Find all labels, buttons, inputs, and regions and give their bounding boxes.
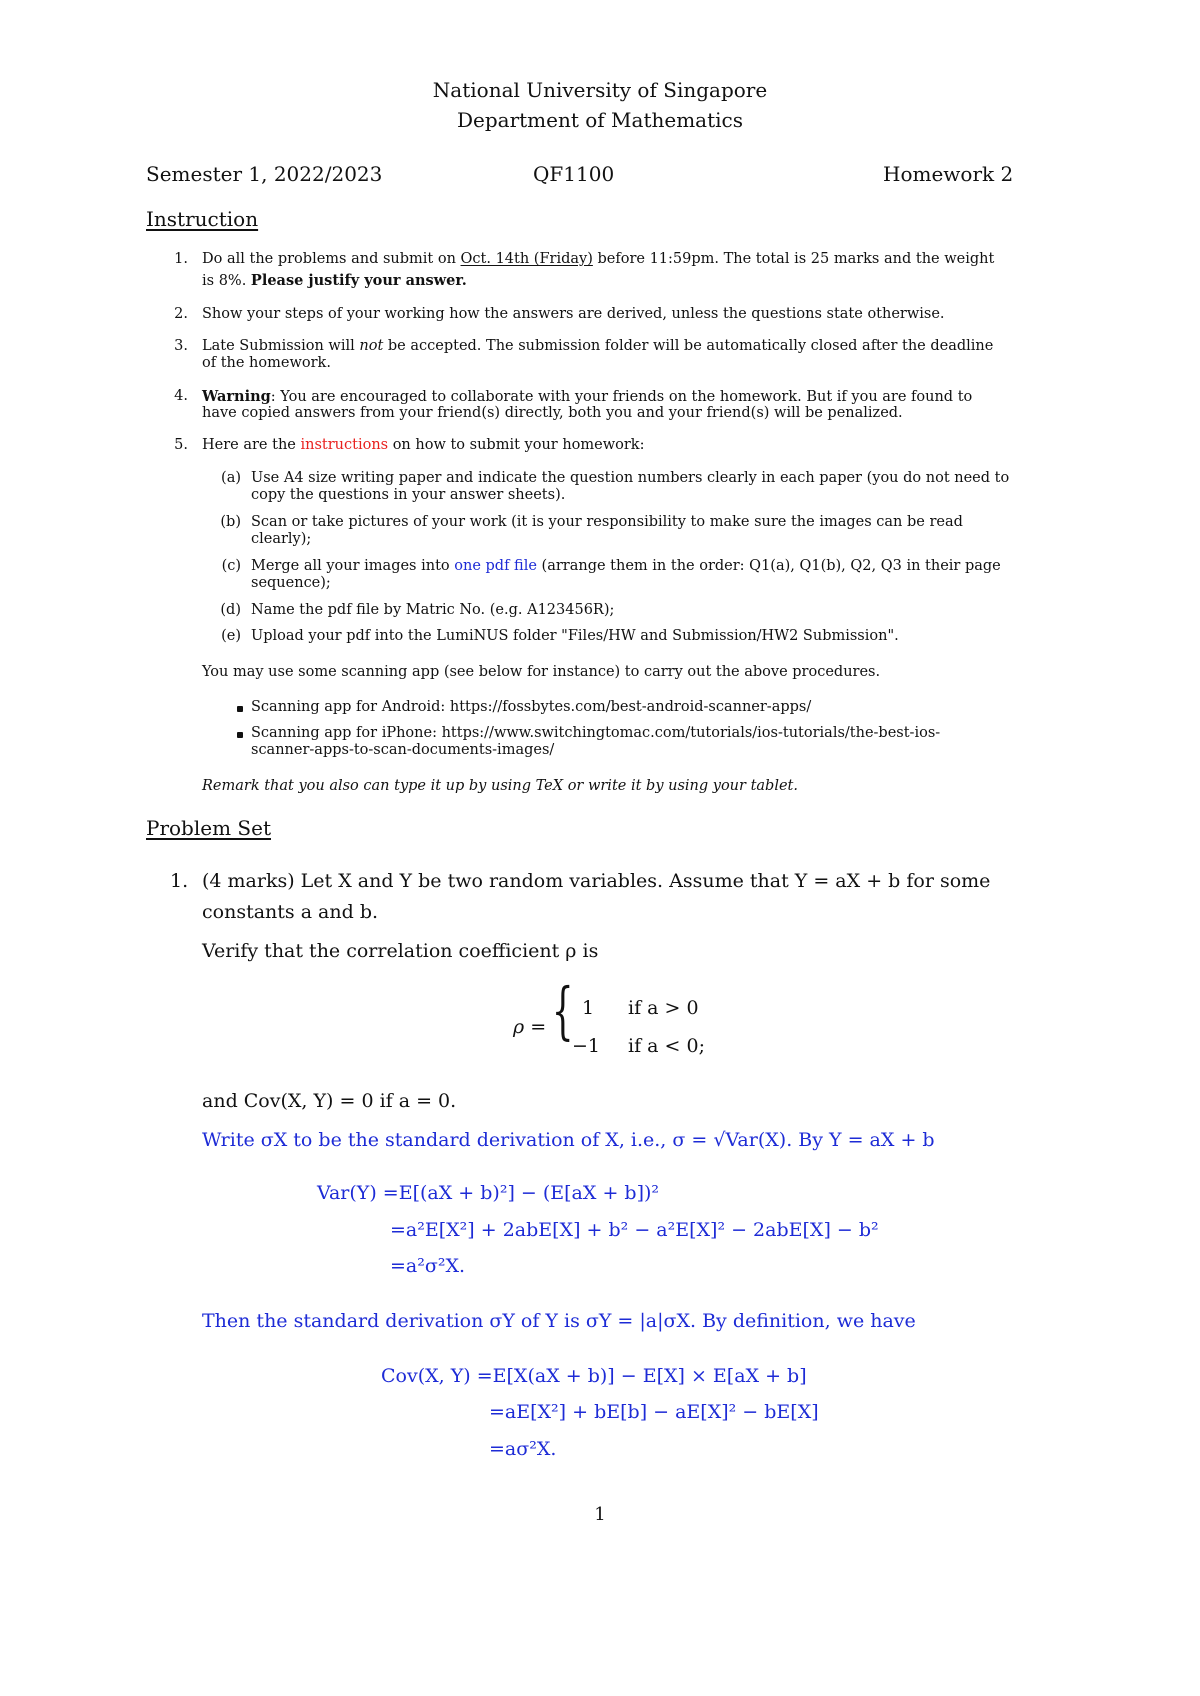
subitem-label: (e) (221, 628, 241, 644)
semester-label: Semester 1, 2022/2023 (146, 162, 383, 186)
iphone-app-link-cont[interactable]: scanner-apps-to-scan-documents-images/ (251, 742, 555, 758)
instruction-heading: Instruction (146, 207, 259, 231)
android-app-link[interactable]: Scanning app for Android: https://fossbytes.com/best-android-scanner-apps/ (251, 699, 812, 715)
problem-1-statement: (4 marks) Let X and Y be two random variables. Assume that Y = aX + b for some (202, 870, 991, 892)
covariance-line-3: =aσ²X. (489, 1438, 557, 1460)
covariance-line-2: =aE[X²] + bE[b] − aE[X]² − bE[X] (489, 1401, 819, 1423)
subitem-b: Scan or take pictures of your work (it is your responsibility to make sure the images can be read (251, 514, 963, 530)
rho-lhs: ρ = (513, 1016, 547, 1038)
page-number: 1 (594, 1504, 606, 1525)
item-number: 3. (174, 338, 188, 354)
instruction-item-2: Show your steps of your working how the answers are derived, unless the questions state otherwise. (202, 306, 945, 322)
case-1-condition: if a > 0 (628, 997, 699, 1019)
subitem-label: (d) (220, 602, 241, 618)
item-number: 5. (174, 437, 188, 453)
iphone-app-link[interactable]: Scanning app for iPhone: https://www.switchingtomac.com/tutorials/ios-tutorials/the-best-ios- (251, 725, 941, 741)
item-number: 1. (174, 251, 188, 267)
subitem-d: Name the pdf file by Matric No. (e.g. A123456R); (251, 602, 615, 618)
variance-line-3: =a²σ²X. (390, 1255, 466, 1277)
item-number: 2. (174, 306, 188, 322)
verify-text: Verify that the correlation coefficient ρ is (202, 940, 599, 962)
deadline-date: Oct. 14th (Friday) (460, 251, 593, 267)
case-1-value: 1 (582, 997, 595, 1019)
department-name: Department of Mathematics (456, 108, 743, 132)
solution-line-2: Then the standard derivation σY of Y is σY = |a|σX. By definition, we have (202, 1310, 916, 1332)
cases-brace: { (551, 974, 574, 1047)
variance-line-2: =a²E[X²] + 2abE[X] + b² − a²E[X]² − 2abE[X] − b² (390, 1219, 879, 1241)
subitem-a-cont: copy the questions in your answer sheets). (251, 487, 566, 503)
scan-note: You may use some scanning app (see below for instance) to carry out the above procedures. (202, 664, 881, 680)
course-code: QF1100 (533, 162, 615, 186)
instruction-item-3-cont: of the homework. (202, 355, 331, 371)
pdf-file-link[interactable]: one pdf file (454, 558, 537, 574)
instruction-item-4-cont: have copied answers from your friend(s) directly, both you and your friend(s) will be penalized. (202, 405, 903, 421)
subitem-label: (b) (220, 514, 241, 530)
case-2-value: −1 (572, 1035, 601, 1057)
cov-zero-text: and Cov(X, Y) = 0 if a = 0. (202, 1090, 457, 1112)
subitem-e: Upload your pdf into the LumiNUS folder "Files/HW and Submission/HW2 Submission". (251, 628, 899, 644)
solution-line-1: Write σX to be the standard derivation of X, i.e., σ = √Var(X). By Y = aX + b (202, 1129, 935, 1151)
instructions-link[interactable]: instructions (300, 437, 389, 453)
item-number: 4. (174, 388, 188, 404)
warning-label: Warning (202, 388, 271, 405)
problem-set-heading: Problem Set (146, 816, 271, 840)
subitem-a: Use A4 size writing paper and indicate the question numbers clearly in each paper (you do not need to (251, 470, 1010, 486)
instruction-item-1-cont: is 8%. Please justify your answer. (202, 272, 467, 289)
justify-note: Please justify your answer. (250, 272, 467, 289)
homework-label: Homework 2 (883, 162, 1014, 186)
instruction-item-4: Warning: You are encouraged to collaborate with your friends on the homework. But if you are found to (202, 388, 973, 405)
bullet-icon (237, 732, 243, 738)
case-2-condition: if a < 0; (628, 1035, 705, 1057)
problem-number: 1. (170, 870, 189, 892)
problem-1-statement-cont: constants a and b. (202, 901, 379, 923)
instruction-item-3: Late Submission will not be accepted. The submission folder will be automatically closed after the deadline (202, 338, 994, 354)
subitem-label: (c) (221, 558, 241, 574)
university-name: National University of Singapore (432, 78, 768, 102)
subitem-label: (a) (221, 470, 241, 486)
subitem-b-cont: clearly); (251, 531, 312, 547)
variance-line-1: Var(Y) =E[(aX + b)²] − (E[aX + b])² (317, 1182, 660, 1204)
instruction-item-5: Here are the instructions on how to submit your homework: (202, 437, 645, 453)
covariance-line-1: Cov(X, Y) =E[X(aX + b)] − E[X] × E[aX + b] (381, 1365, 807, 1387)
remark-text: Remark that you also can type it up by using TeX or write it by using your tablet. (202, 778, 798, 794)
subitem-c: Merge all your images into one pdf file (arrange them in the order: Q1(a), Q1(b), Q2, Q3 in their page (251, 558, 1001, 574)
bullet-icon (237, 706, 243, 712)
instruction-item-1: Do all the problems and submit on Oct. 14th (Friday) before 11:59pm. The total is 25 marks and the weight (202, 251, 995, 267)
subitem-c-cont: sequence); (251, 575, 331, 591)
